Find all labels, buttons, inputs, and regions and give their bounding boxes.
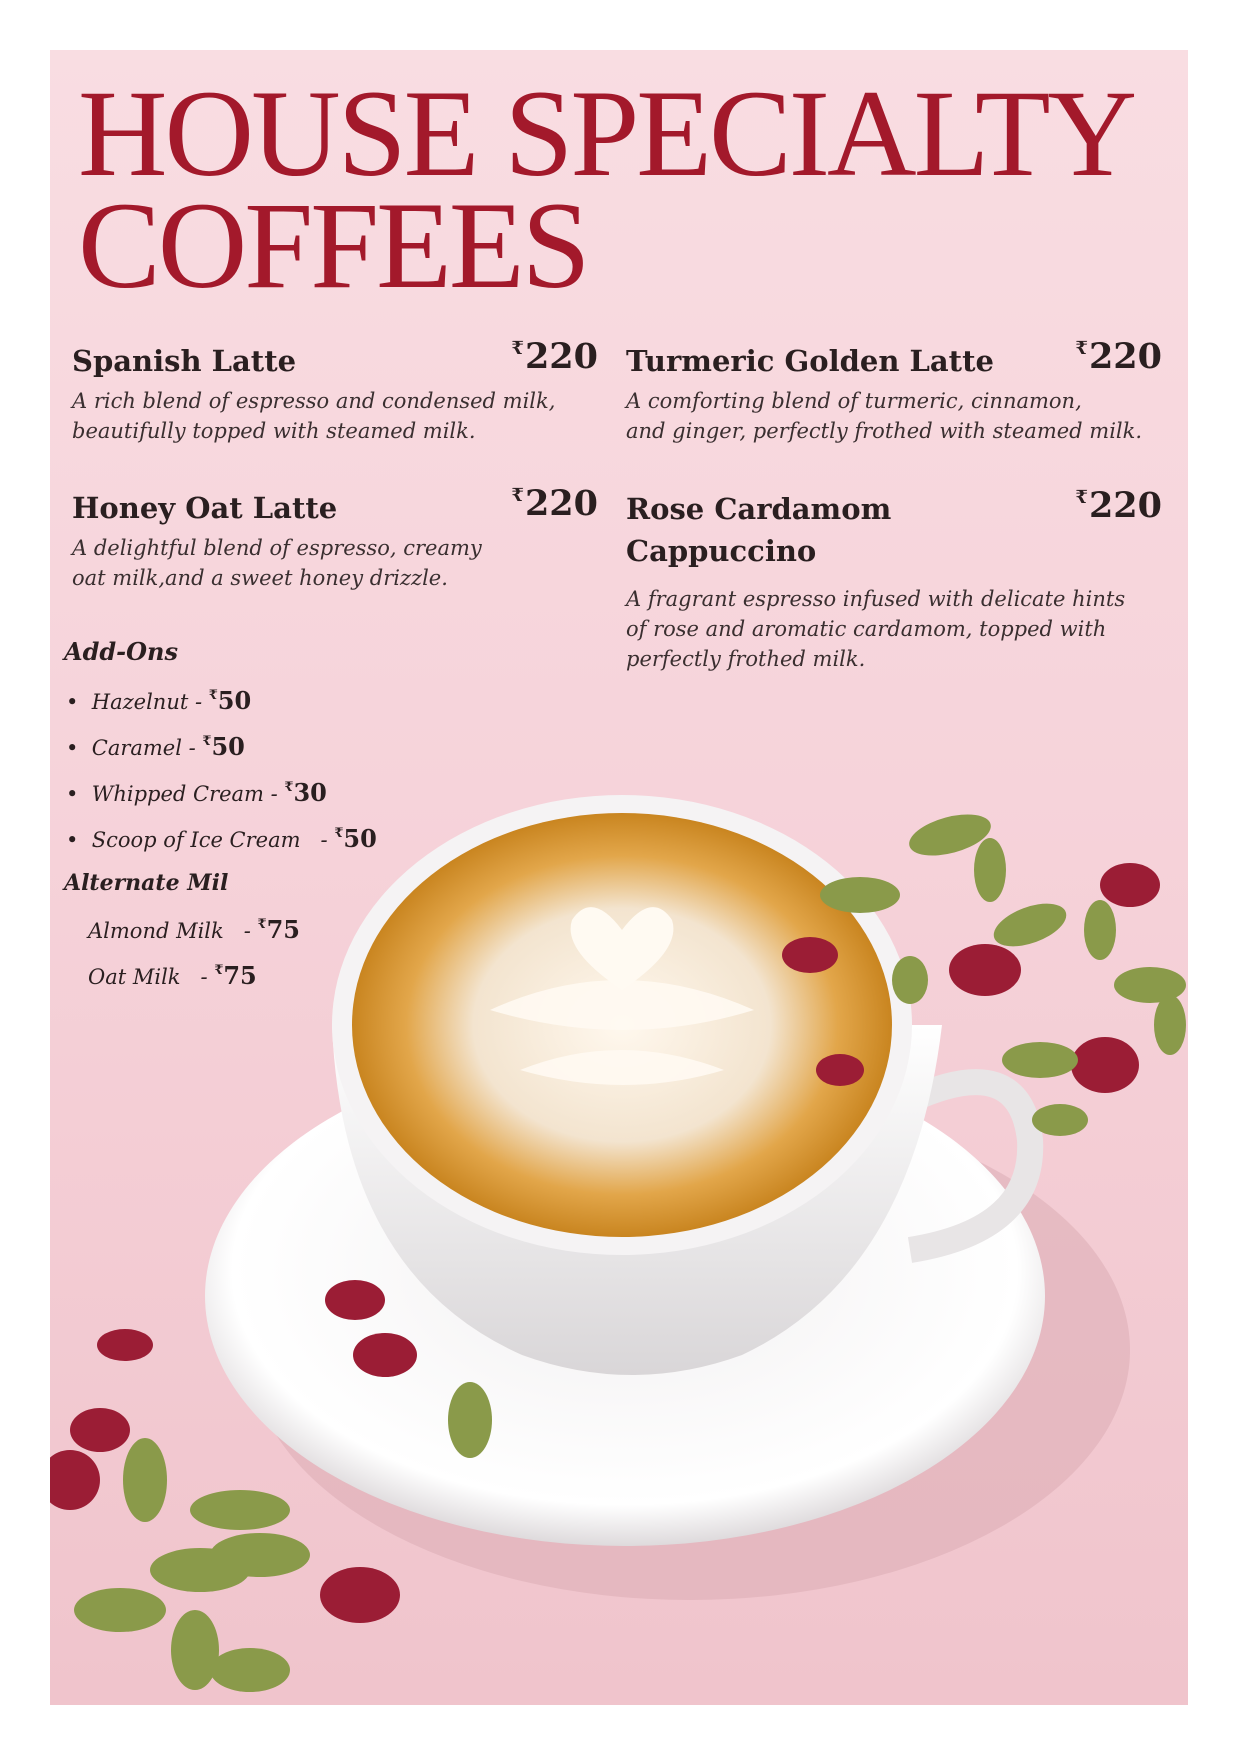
addon-item: • Hazelnut - ₹50	[66, 686, 252, 715]
price-value: 75	[266, 915, 300, 944]
desc-line: A fragrant espresso infused with delicate hints	[626, 587, 1126, 611]
price-value: 50	[217, 686, 252, 715]
addon-label: Hazelnut -	[91, 690, 209, 714]
item-price	[1000, 336, 1162, 377]
milk-item	[88, 915, 300, 944]
rupee-symbol: ₹	[511, 338, 524, 359]
addon-price	[284, 778, 326, 807]
addon-label: Scoop of Ice Cream -	[91, 828, 335, 852]
price-value: 220	[1088, 485, 1162, 526]
name-line: Cappuccino	[626, 534, 817, 568]
desc-line: and ginger, perfectly frothed with steamed milk.	[626, 419, 1143, 443]
item-name: Spanish Latte	[72, 344, 297, 378]
item-price	[430, 483, 598, 524]
item-name: Turmeric Golden Latte	[626, 344, 994, 378]
milk-price	[214, 961, 256, 990]
price-value: 50	[343, 824, 377, 853]
rupee-symbol: ₹	[1075, 338, 1088, 359]
rupee-symbol: ₹	[284, 780, 294, 795]
rupee-symbol: ₹	[202, 734, 212, 749]
item-description	[72, 386, 555, 446]
addon-item: • Scoop of Ice Cream - ₹50	[66, 824, 377, 853]
addon-item: • Caramel - ₹50	[66, 732, 245, 761]
desc-line: beautifully topped with steamed milk.	[72, 419, 476, 443]
price-value: 220	[524, 336, 598, 377]
page-title	[78, 65, 1135, 314]
title-line-1: HOUSE SPECIALTY	[78, 65, 1135, 202]
rupee-symbol: ₹	[511, 485, 524, 506]
item-name	[626, 488, 891, 572]
price-value: 220	[1088, 336, 1162, 377]
rupee-symbol: ₹	[214, 963, 224, 978]
price-value: 50	[211, 732, 245, 761]
name-line: Rose Cardamom	[626, 492, 892, 526]
desc-line: A comforting blend of turmeric, cinnamon,	[626, 389, 1082, 413]
price-value: 220	[524, 483, 598, 524]
item-description	[626, 584, 1125, 674]
addon-price	[202, 732, 244, 761]
addon-item: • Whipped Cream - ₹30	[66, 778, 327, 807]
item-price	[430, 336, 598, 377]
milk-label: Almond Milk -	[88, 919, 258, 943]
rupee-symbol: ₹	[334, 826, 344, 841]
milk-price	[258, 915, 300, 944]
title-line-2: COFFEES	[78, 177, 588, 314]
desc-line: of rose and aromatic cardamom, topped with	[626, 617, 1107, 641]
menu-page	[50, 50, 1188, 1705]
milk-item	[88, 961, 257, 990]
addons-heading: Add-Ons	[64, 637, 179, 666]
price-value: 30	[293, 778, 327, 807]
addon-label: Caramel -	[91, 736, 203, 760]
desc-line: A rich blend of espresso and condensed milk,	[72, 389, 556, 413]
rupee-symbol: ₹	[1075, 487, 1088, 508]
item-description	[72, 533, 482, 593]
rupee-symbol: ₹	[208, 688, 218, 703]
desc-line: oat milk,and a sweet honey drizzle.	[72, 566, 448, 590]
milk-label: Oat Milk -	[88, 965, 215, 989]
desc-line: perfectly frothed milk.	[626, 647, 866, 671]
rupee-symbol: ₹	[257, 917, 267, 932]
price-value: 75	[223, 961, 257, 990]
desc-line: A delightful blend of espresso, creamy	[72, 536, 482, 560]
addon-price	[209, 686, 251, 715]
alternate-milk-heading: Alternate Mil	[64, 870, 229, 896]
addon-label: Whipped Cream -	[91, 782, 285, 806]
item-price	[1000, 485, 1162, 526]
item-name: Honey Oat Latte	[72, 491, 338, 525]
addon-price	[334, 824, 376, 853]
item-description	[626, 386, 1142, 446]
